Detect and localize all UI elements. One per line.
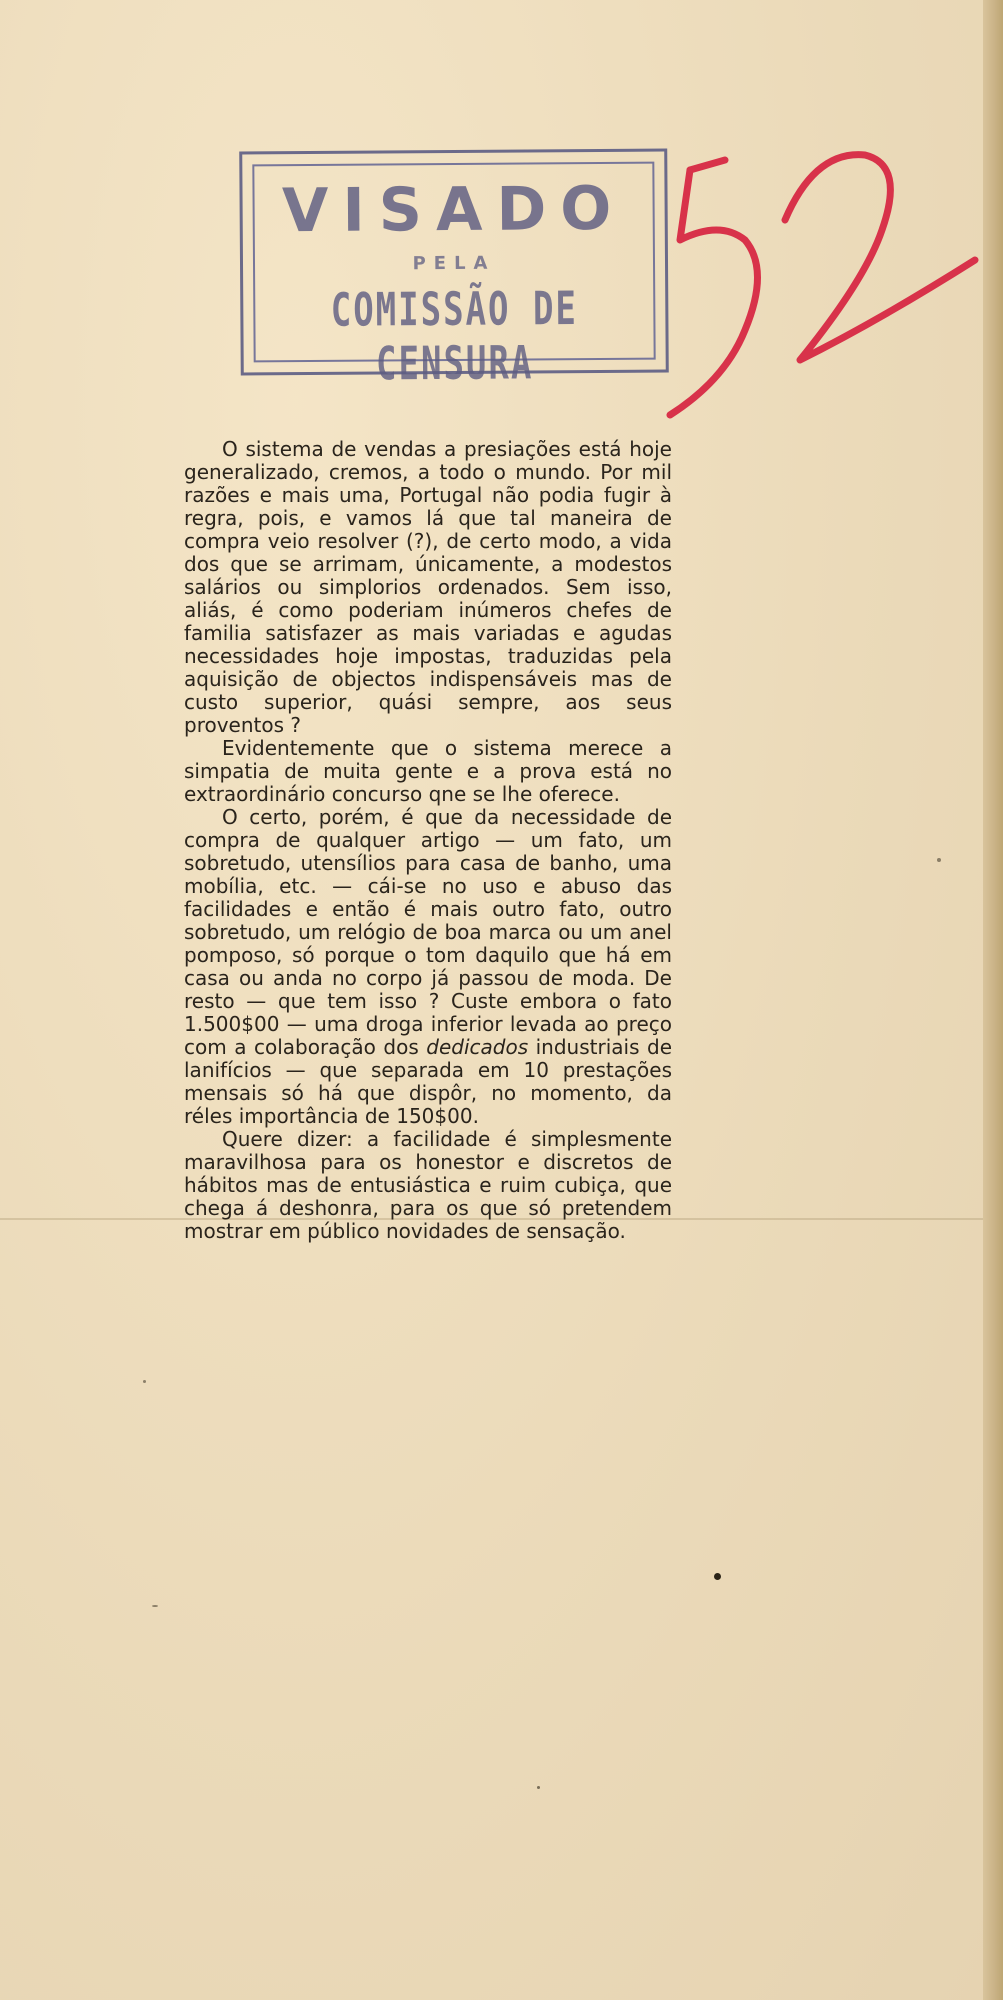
article-paragraph-4: Quere dizer: a facilidade é simplesmente maravilhosa para os honestor e discretos de hábitos mas de entusiástica e ruim cubiça, que chega á deshonra, para os que só pretendem mostrar em público novidades de sensação. — [184, 1127, 672, 1243]
article-paragraph-3 — [184, 806, 672, 1128]
article-paragraph-3-text: O certo, porém, é que da necessidade de compra de qualquer artigo — um fato, um sobretudo, utensílios para casa de banho, uma mobília, etc. — cái-se no uso e abuso das facilidades e então é mais outro fato, outro sobretudo, um relógio de boa marca ou um anel pomposo, só porque o tom daquilo que há em casa ou anda no corpo já passou de moda. De resto — que tem isso ? Custe embora o fato 1.500$00 — uma droga inferior levada ao preço com a colaboração dos — [184, 805, 672, 1059]
handwritten-digit-2 — [785, 155, 975, 360]
stamp-pela-text: PELA — [412, 252, 496, 275]
article-paragraph-2: Evidentemente que o sistema merece a simpatia de muita gente e a prova está no extraordinário concurso qne se lhe oferece. — [184, 736, 672, 806]
article-emphasis-dedicados: dedicados — [426, 1035, 529, 1059]
ink-speck — [714, 1573, 721, 1580]
article-body — [184, 438, 672, 1243]
ink-speck — [143, 1380, 146, 1383]
handwritten-digit-5-top — [690, 160, 725, 170]
article-paragraph-3-continued: industriais de lanifícios — que separada em 10 prestações mensais só há que dispôr, no momento, da réles importância de 150$00. — [184, 1035, 672, 1128]
ink-speck — [937, 858, 941, 862]
stamp-comissao-text: COMISSÃO DE CENSURA — [330, 282, 579, 392]
censorship-stamp — [239, 149, 669, 392]
stamp-visado-text: VISADO — [281, 173, 626, 247]
handwritten-number-52 — [650, 130, 990, 430]
article-paragraph-1: O sistema de vendas a presiações está hoje generalizado, cremos, a todo o mundo. Por mil razões e mais uma, Portugal não podia fugir à regra, pois, e vamos lá que tal maneira de compra veio resolver (?), de certo modo, a vida dos que se arrimam, únicamente, a modestos salários ou simplorios ordenados. Sem isso, aliás, é como poderiam inúmeros chefes de familia satisfazer as mais variadas e agudas necessidades hoje impostas, traduzidas pela aquisição de objectos indispensáveis mas de custo superior, quási sempre, aos seus proventos ? — [184, 437, 672, 737]
ink-speck — [537, 1786, 540, 1789]
handwritten-digit-5 — [670, 170, 758, 415]
ink-speck — [152, 1605, 158, 1607]
